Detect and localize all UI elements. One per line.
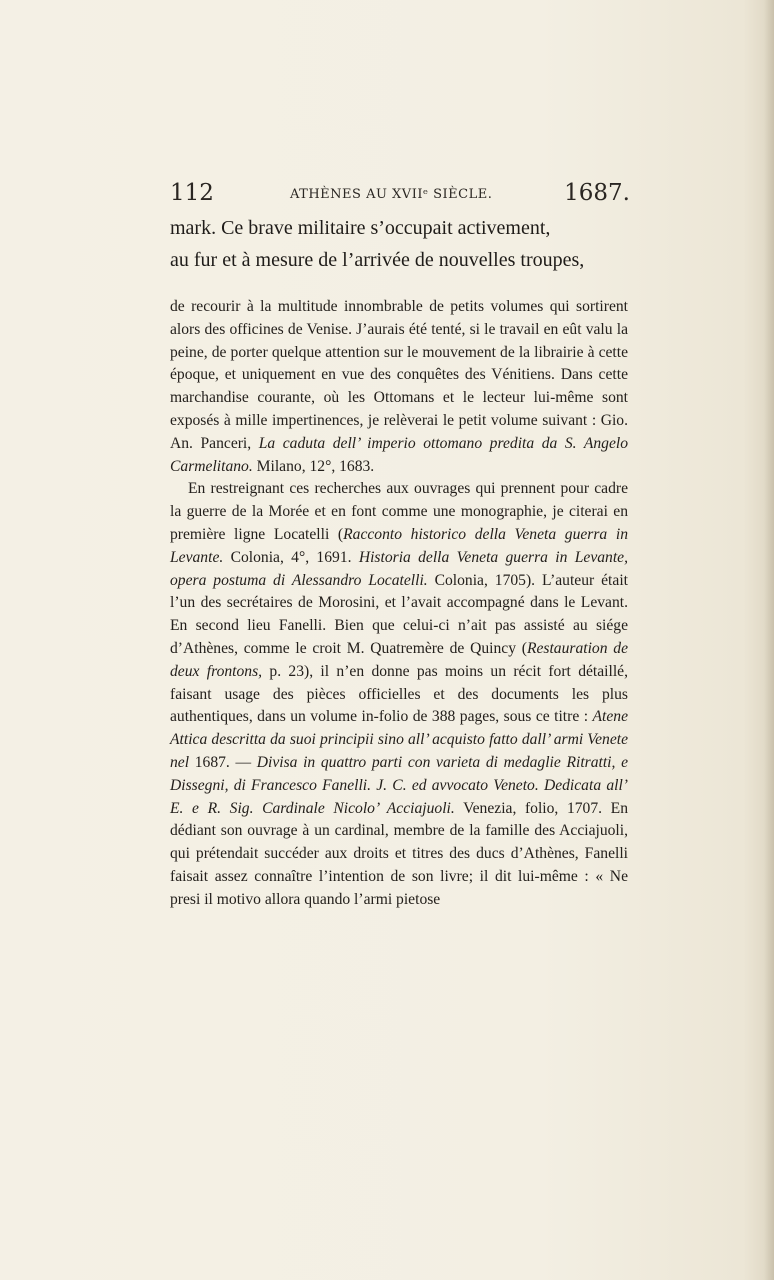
footnote-italic-title: Atene Attica descritta da suoi principii sino all’ acquisto fatto dall’ armi Venete nel (170, 708, 628, 771)
footnote (170, 296, 628, 912)
footnote-italic-title: La caduta dell’ imperio ottomano predita da S. Angelo Carmelitano. (170, 434, 628, 475)
footnote-text: p. 23), il n’en donne pas moins un récit fort détaillé, faisant usage des pièces officielles et des documents les plus authentiques, dans un volume in-folio de 388 pages, sous ce titre : (170, 662, 628, 726)
page-edge-shadow (764, 0, 774, 1280)
footnote-italic-title: Racconto historico della Veneta guerra in Levante. (170, 525, 628, 566)
footnote-text: Colonia, 4°, 1691. (223, 548, 359, 566)
footnote-text: Milano, 12°, 1683. (252, 457, 375, 475)
footnote-paragraph-2 (170, 478, 628, 911)
footnote-italic-title: Divisa in quattro parti con varieta di medaglie Ritratti, e Dissegni, di Francesco Fanelli. J. C. ed avvocato Veneto. Dedicata all’ E. e R. Sig. Cardinale Nicolo’ Acciajuoli. (170, 753, 628, 817)
footnote-text: 1687. — (189, 753, 257, 771)
footnote-text: Venezia, folio, 1707. En dédiant son ouvrage à un cardinal, membre de la famille des Acciajuoli, qui prétendait succéder aux droits et titres des ducs d’Athènes, Fanelli faisait assez connaître l’intention de son livre; il dit lui-même : « Ne presi il motivo allora quando l’armi pietose (170, 799, 628, 908)
running-year: 1687. (564, 180, 630, 206)
running-head (170, 180, 630, 210)
footnote-italic-title: Restauration de deux frontons, (170, 639, 628, 680)
main-text-line: au fur et à mesure de l’arrivée de nouvelles troupes, (170, 249, 585, 271)
footnote-italic-title: Historia della Veneta guerra in Levante, opera postuma di Alessandro Locatelli. (170, 548, 628, 589)
footnote-text: En restreignant ces recherches aux ouvrages qui prennent pour cadre la guerre de la Morée et en font comme une monographie, je citerai en première ligne Locatelli ( (170, 480, 628, 543)
footnote-paragraph-1 (170, 296, 628, 478)
main-text-line: mark. Ce brave militaire s’occupait activement, (170, 217, 551, 239)
footnote-text: Colonia, 1705). L’auteur était l’un des secrétaires de Morosini, et l’avait accompagné dans le Levant. En second lieu Fanelli. Bien que celui-ci n’ait pas assisté au siége d’Athènes, comme le croit M. Quatremère de Quincy ( (170, 571, 628, 657)
footnote-text: de recourir à la multitude innombrable de petits volumes qui sortirent alors des officines de Venise. J’aurais été tenté, si le travail en eût valu la peine, de porter quelque attention sur le mouvement de la librairie à cette époque, et uniquement en vue des conquêtes des Vénitiens. Dans cette marchandise courante, où les Ottomans et le lecteur lui-même sont exposés à mille impertinences, je relèverai le petit volume suivant : Gio. An. Panceri, (170, 298, 628, 452)
main-text (170, 212, 640, 276)
running-title: ATHÈNES AU XVIIᵉ SIÈCLE. (290, 187, 493, 202)
page-number: 112 (170, 180, 214, 206)
